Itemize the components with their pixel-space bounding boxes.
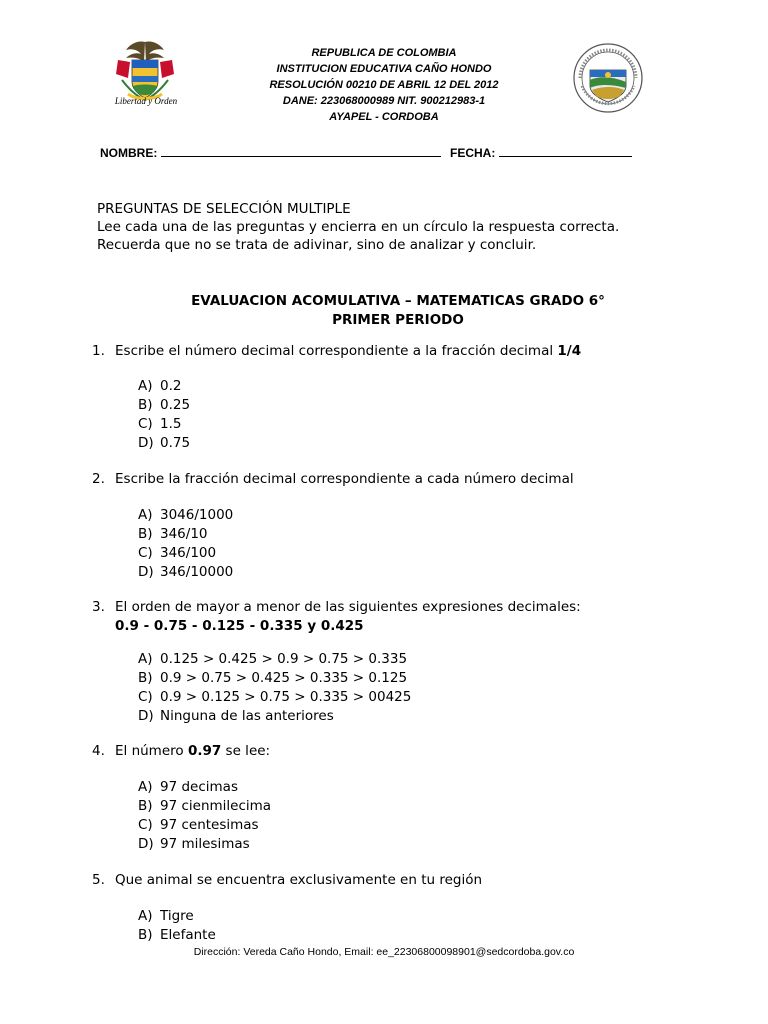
instructions [97, 200, 619, 254]
option[interactable]: A) 0.2 [138, 378, 182, 394]
option[interactable]: A) 97 decimas [138, 779, 238, 795]
question-text-end: se lee: [221, 743, 271, 759]
question-number: 5. [92, 872, 105, 888]
question-emphasis: 1/4 [557, 343, 582, 359]
exam-period: PRIMER PERIODO [332, 312, 464, 328]
header-line: REPUBLICA DE COLOMBIA [311, 47, 457, 59]
option[interactable]: D) 97 milesimas [138, 836, 250, 852]
question-4 [92, 742, 270, 761]
footer-address: Dirección: Vereda Caño Hondo, Email: ee_22306800098901@sedcordoba.gov.co [193, 946, 575, 958]
option[interactable]: C) 346/100 [138, 545, 217, 561]
option[interactable]: A) Tigre [138, 908, 194, 924]
question-1 [92, 342, 581, 361]
student-info-line [100, 145, 441, 160]
question-text: Escribe la fracción decimal correspondiente a cada número decimal [115, 471, 574, 487]
name-label: NOMBRE: [100, 146, 158, 160]
header-line: AYAPEL - CORDOBA [329, 111, 439, 123]
question-expression: 0.9 - 0.75 - 0.125 - 0.335 y 0.425 [115, 618, 364, 634]
instructions-line: Lee cada una de las preguntas y encierra en un círculo la respuesta correcta. [97, 219, 620, 235]
option[interactable]: D) 0.75 [138, 435, 191, 451]
option[interactable]: C) 97 centesimas [138, 817, 259, 833]
header-line: INSTITUCION EDUCATIVA CAÑO HONDO [276, 63, 492, 75]
name-field[interactable] [161, 145, 441, 157]
options-1 [138, 377, 190, 453]
option[interactable]: D) Ninguna de las anteriores [138, 708, 334, 724]
option[interactable]: B) 97 cienmilecima [138, 798, 272, 814]
instructions-line: Recuerda que no se trata de adivinar, sino de analizar y concluir. [97, 237, 537, 253]
exam-title [0, 292, 768, 330]
question-text: El número [115, 743, 188, 759]
option[interactable]: A) 3046/1000 [138, 507, 234, 523]
header-line: RESOLUCIÓN 00210 DE ABRIL 12 DEL 2012 [269, 79, 499, 91]
question-emphasis: 0.97 [187, 743, 222, 759]
crest-caption: Libertad y Orden [114, 96, 178, 106]
school-header [234, 45, 534, 125]
date-label: FECHA: [450, 146, 496, 160]
options-4 [138, 778, 271, 854]
instructions-heading: PREGUNTAS DE SELECCIÓN MULTIPLE [97, 201, 351, 217]
question-number: 1. [92, 343, 105, 359]
option[interactable]: D) 346/10000 [138, 564, 234, 580]
school-seal-icon [572, 42, 644, 114]
options-3 [138, 650, 411, 726]
option[interactable]: A) 0.125 > 0.425 > 0.9 > 0.75 > 0.335 [138, 651, 408, 667]
options-5 [138, 907, 216, 945]
exam-title-line: EVALUACION ACOMULATIVA – MATEMATICAS GRADO 6° [191, 293, 605, 309]
question-text: Escribe el número decimal correspondiente a la fracción decimal [115, 343, 558, 359]
question-text: El orden de mayor a menor de las siguientes expresiones decimales: [115, 599, 581, 615]
option[interactable]: B) 346/10 [138, 526, 208, 542]
question-5 [92, 871, 482, 890]
question-number: 2. [92, 471, 105, 487]
option[interactable]: B) 0.25 [138, 397, 191, 413]
option[interactable]: B) 0.9 > 0.75 > 0.425 > 0.335 > 0.125 [138, 670, 408, 686]
option[interactable]: B) Elefante [138, 927, 216, 943]
option[interactable]: C) 1.5 [138, 416, 182, 432]
question-3 [92, 598, 581, 636]
options-2 [138, 506, 233, 582]
question-number: 4. [92, 743, 105, 759]
question-2 [92, 470, 574, 489]
header-line: DANE: 223068000989 NIT. 900212983-1 [282, 95, 486, 107]
date-field[interactable] [499, 145, 632, 157]
option[interactable]: C) 0.9 > 0.125 > 0.75 > 0.335 > 00425 [138, 689, 412, 705]
date-line [450, 145, 632, 160]
question-text: Que animal se encuentra exclusivamente en tu región [115, 872, 483, 888]
question-number: 3. [92, 599, 105, 615]
